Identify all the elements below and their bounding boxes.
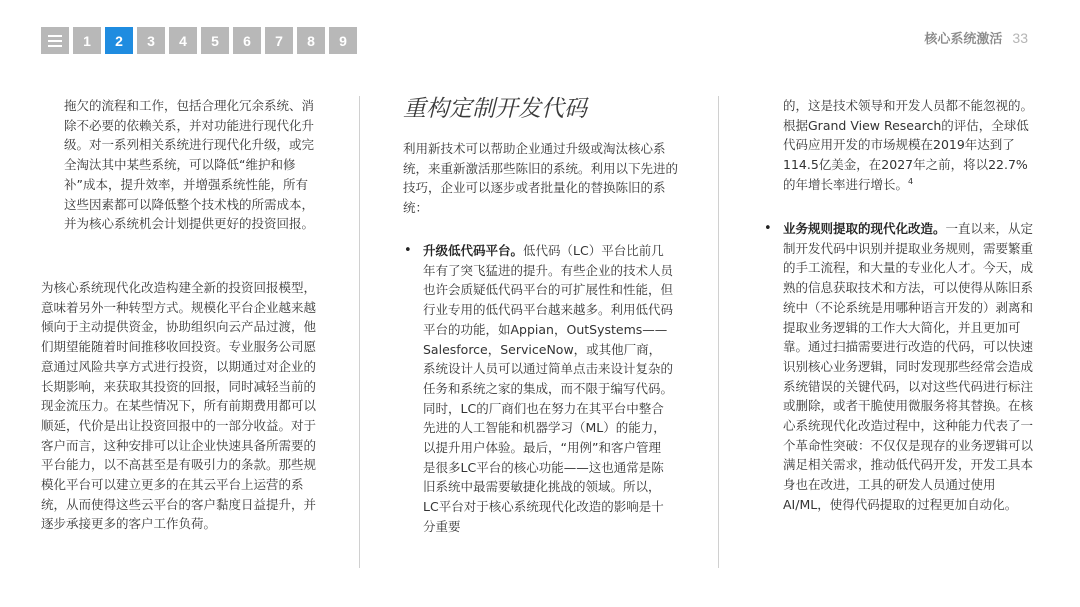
nav-page-4[interactable]: 4 [169,27,197,54]
nav-page-6[interactable]: 6 [233,27,261,54]
bullet-lead: 升级低代码平台。 [423,243,524,258]
page-number: 33 [1012,30,1028,46]
page-header [924,28,1028,47]
section-heading: 重构定制开发代码 [403,96,587,122]
nav-page-8[interactable]: 8 [297,27,325,54]
bullet-body: 一直以来，从定制开发代码中识别并提取业务规则，需要繁重的手工流程，和大量的专业化人才。今天，成熟的信息获取技术和方法，可以使得从陈旧系统中（不论系统是用哪种语言开发的）剥离和提取业务逻辑的工作大大简化，并且更加可靠。通过扫描需要进行改造的代码，可以快速识别核心业务逻辑，同时发现那些经常会造成系统错误的关键代码，以对这些代码进行标注或删除，或者干脆使用微服务将其替换。在核心系统现代化改造过程中，这种能力代表了一个革命性突破：不仅仅是现存的业务逻辑可以满足相关需求，推动低代码开发，开发工具本身也在改进，工具的研发人员通过使用AI/ML，使得代码提取的过程更加自动化。 [783,221,1034,512]
nav-page-1[interactable]: 1 [73,27,101,54]
continuation-text: 的，这是技术领导和开发人员都不能忽视的。根据Grand View Research的评估，全球低代码应用开发的市场规模在2019年达到了114.5亿美金，在2027年之前，将以22.7%的年增长率进行增长。 [783,98,1034,192]
col2-intro: 利用新技术可以帮助企业通过升级或淘汰核心系统，来重新激活那些陈旧的系统。利用以下先进的技巧，企业可以逐步或者批量化的替换陈旧的系统： [403,141,679,216]
col1-paragraph-2: 为核心系统现代化改造构建全新的投资回报模型，意味着另外一种转型方式。规模化平台企业越来越倾向于主动提供资金，协助组织向云产品过渡，他们期望能随着时间推移收回投资。专业服务公司愿意通过风险共享方式进行投资，以期通过对企业的长期影响，来获取其投资的回报，同时减轻当前的现金流压力。在某些情况下，所有前期费用都可以顺延，代价是出让投资回报中的一部分收益。对于客户而言，这种安排可以让企业快速具备所需要的平台能力，以不高甚至是有吸引力的条款。那些规模化平台可以建立更多的在其云平台上运营的系统，从而使得这些云平台的客户黏度日益提升，并逐步承接更多的客户工作负荷。 [41,280,317,532]
bullet-body: 低代码（LC）平台比前几年有了突飞猛进的提升。有些企业的技术人员也许会质疑低代码平台的可扩展性和性能，但行业专用的低代码平台越来越多。利用低代码平台的功能，如Appian，OutSystems——Salesforce，ServiceNow，或其他厂商，系统设计人员可以通过简单点击来设计复杂的任务和系统之家的集成，而不限于编写代码。同时，LC的厂商们也在努力在其平台中整合先进的人工智能和机器学习（ML）的能力，以提升用户体验。最后，“用例”和客户管理是很多LC平台的核心功能——这也通常是陈旧系统中最需要敏捷化挑战的领域。所以，LC平台对于核心系统现代化改造的影响是十分重要 [423,243,674,534]
col1-paragraph-1: 拖欠的流程和工作，包括合理化冗余系统、消除不必要的依赖关系，并对功能进行现代化升级。对一系列相关系统进行现代化升级，或完全淘汰其中某些系统，可以降低“维护和修补”成本，提升效率，并增强系统性能，所有这些因素都可以降低整个技术栈的所需成本，并为核心系统机会计划提供更好的投资回报。 [64,98,315,232]
page-navigation [41,27,357,54]
bullet-icon: • [404,243,412,258]
section-title: 核心系统激活 [924,32,1003,47]
nav-page-7[interactable]: 7 [265,27,293,54]
col3-continuation [783,96,1033,195]
column-divider [718,96,719,568]
nav-page-5[interactable]: 5 [201,27,229,54]
bullet-icon: • [764,221,772,236]
column-divider [359,96,360,568]
bullet-text [783,219,1035,515]
nav-page-9[interactable]: 9 [329,27,357,54]
bullet-text [423,241,673,537]
nav-page-3[interactable]: 3 [137,27,165,54]
nav-page-2[interactable]: 2 [105,27,133,54]
footnote-marker: 4 [908,176,914,186]
list-item [764,219,1035,515]
menu-icon[interactable] [41,27,69,54]
list-item [404,241,674,537]
bullet-lead: 业务规则提取的现代化改造。 [783,221,946,236]
